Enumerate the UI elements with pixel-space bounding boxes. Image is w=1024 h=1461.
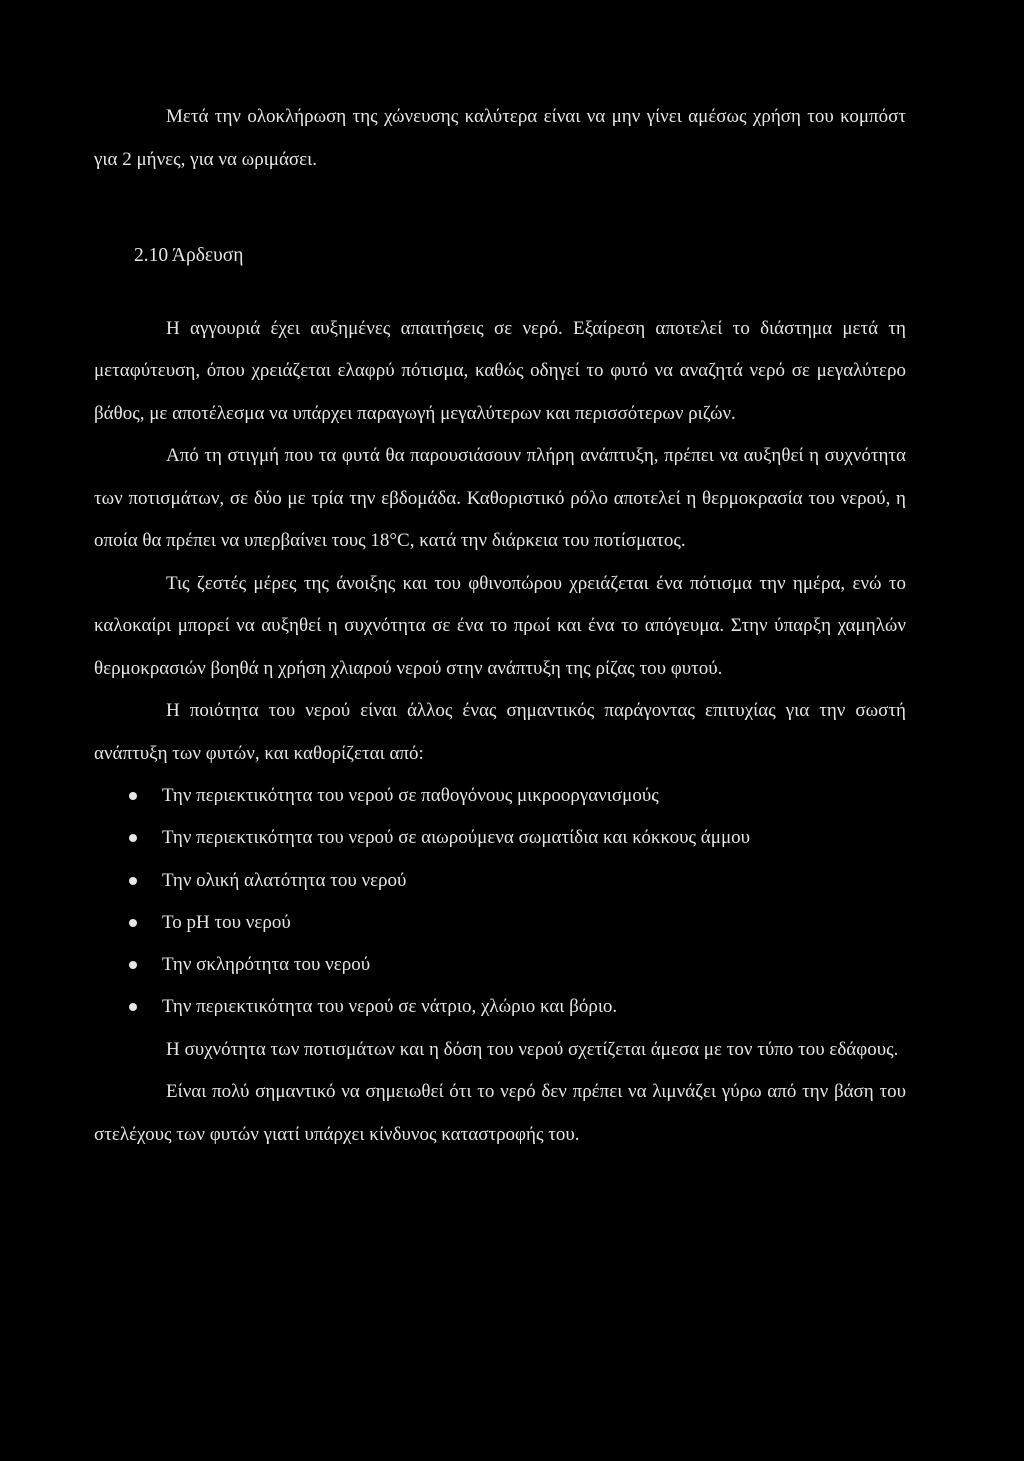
paragraph-water-needs: Η αγγουριά έχει αυξημένες απαιτήσεις σε νερό. Εξαίρεση αποτελεί το διάστημα μετά τη μεταφύτευση, όπου χρειάζεται ελαφρύ πότισμα, καθώς οδηγεί το φυτό να αναζητά νερό σε μεγαλύτερο βάθος, με αποτέλεσμα να υπάρχει παραγωγή μεγαλύτερων και περισσότερων ριζών.: [94, 317, 906, 424]
section-heading-irrigation: 2.10 Άρδευση: [134, 245, 244, 266]
spacer: [94, 278, 906, 308]
bullet-icon: [129, 877, 137, 885]
bullet-icon: [129, 961, 137, 969]
list-item: Την περιεκτικότητα του νερού σε νάτριο, χλώριο και βόριο.: [94, 986, 906, 1028]
paragraph-standing-water: Είναι πολύ σημαντικό να σημειωθεί ότι το νερό δεν πρέπει να λιμνάζει γύρω από την βάση του στελέχους των φυτών γιατί υπάρχει κίνδυνος καταστροφής του.: [94, 1081, 906, 1145]
spacer: [94, 181, 906, 235]
document-page: [94, 96, 906, 1156]
paragraph-watering-frequency: Από τη στιγμή που τα φυτά θα παρουσιάσουν πλήρη ανάπτυξη, πρέπει να αυξηθεί η συχνότητα των ποτισμάτων, σε δύο με τρία την εβδομάδα. Καθοριστικό ρόλο αποτελεί η θερμοκρασία του νερού, η οποία θα πρέπει να υπερβαίνει τους 18°C, κατά την διάρκεια του ποτίσματος.: [94, 445, 906, 551]
water-quality-list: [94, 775, 906, 1029]
bullet-icon: [129, 792, 137, 800]
bullet-icon: [129, 834, 137, 842]
list-item: Την περιεκτικότητα του νερού σε παθογόνους μικροοργανισμούς: [94, 775, 906, 817]
list-item: Την ολική αλατότητα του νερού: [94, 860, 906, 902]
paragraph-compost: Μετά την ολοκλήρωση της χώνευσης καλύτερα είναι να μην γίνει αμέσως χρήση του κομπόστ για 2 μήνες, για να ωριμάσει.: [94, 106, 906, 170]
paragraph-soil-type: Η συχνότητα των ποτισμάτων και η δόση του νερού σχετίζεται άμεσα με τον τύπο του εδάφους.: [166, 1038, 899, 1060]
paragraph-seasonal-watering: Τις ζεστές μέρες της άνοιξης και του φθινοπώρου χρειάζεται ένα πότισμα την ημέρα, ενώ το καλοκαίρι μπορεί να αυξηθεί η συχνότητα σε ένα το πρωί και ένα το απόγευμα. Στην ύπαρξη χαμηλών θερμοκρασιών βοηθά η χρήση χλιαρού νερού στην ανάπτυξη της ρίζας του φυτού.: [94, 572, 906, 679]
list-item: Την σκληρότητα του νερού: [94, 944, 906, 986]
list-item: Το pH του νερού: [94, 902, 906, 944]
bullet-icon: [129, 1003, 137, 1011]
list-item: Την περιεκτικότητα του νερού σε αιωρούμενα σωματίδια και κόκκους άμμου: [94, 817, 906, 859]
bullet-icon: [129, 919, 137, 927]
paragraph-water-quality: Η ποιότητα του νερού είναι άλλος ένας σημαντικός παράγοντας επιτυχίας για την σωστή ανάπτυξη των φυτών, και καθορίζεται από:: [94, 700, 906, 764]
